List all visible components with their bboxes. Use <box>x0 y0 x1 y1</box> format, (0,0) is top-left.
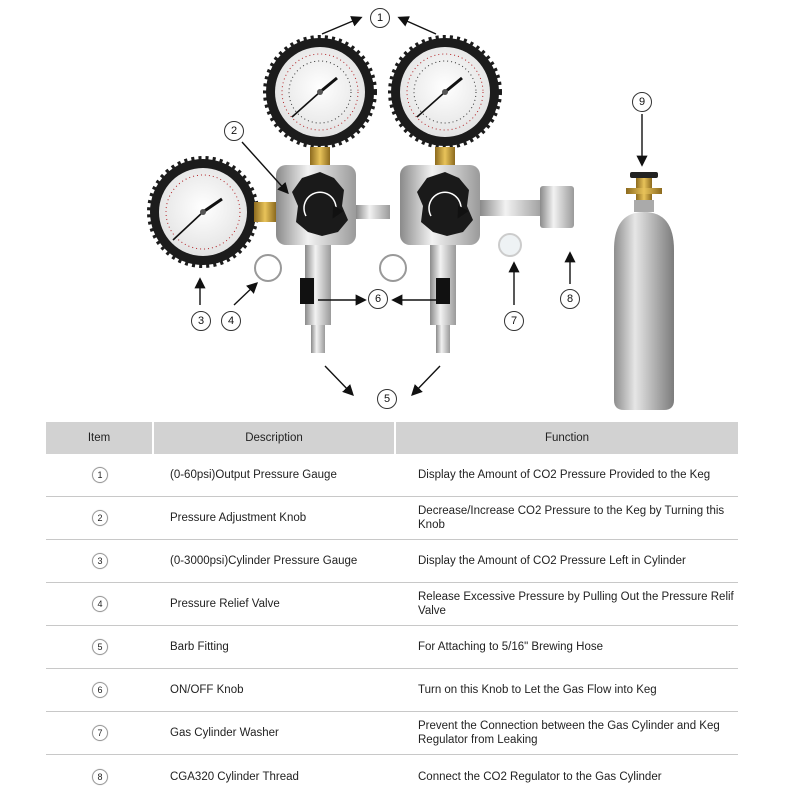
table-row <box>46 712 738 755</box>
table-row <box>46 540 738 583</box>
callout-7: 7 <box>504 311 524 331</box>
header-description: Description <box>154 422 394 454</box>
item-cell <box>46 639 154 655</box>
function-cell: Connect the CO2 Regulator to the Gas Cylinder <box>418 770 662 783</box>
regulator-body-left <box>255 165 390 353</box>
callout-3: 3 <box>191 311 211 331</box>
item-cell <box>46 553 154 569</box>
item-number-badge: 1 <box>92 467 108 483</box>
function-cell: Decrease/Increase CO2 Pressure to the Keg by Turning this Knob <box>418 505 725 531</box>
parts-table <box>46 422 738 798</box>
item-number-badge: 6 <box>92 682 108 698</box>
table-row <box>46 669 738 712</box>
item-number-badge: 5 <box>92 639 108 655</box>
output-gauge-left <box>266 38 374 165</box>
description-cell: Pressure Adjustment Knob <box>170 512 307 524</box>
description-cell: Barb Fitting <box>170 641 229 653</box>
item-cell <box>46 682 154 698</box>
item-cell <box>46 596 154 612</box>
cylinder-pressure-gauge <box>150 159 276 265</box>
function-cell: Display the Amount of CO2 Pressure Provided to the Keg <box>418 469 711 481</box>
table-row <box>46 626 738 669</box>
item-number-badge: 7 <box>92 725 108 741</box>
header-function: Function <box>396 422 738 454</box>
item-number-badge: 2 <box>92 510 108 526</box>
description-cell: CGA320 Cylinder Thread <box>170 770 299 783</box>
function-cell: Turn on this Knob to Let the Gas Flow into Keg <box>418 684 657 696</box>
callout-6: 6 <box>368 289 388 309</box>
function-cell: Display the Amount of CO2 Pressure Left in Cylinder <box>418 555 686 567</box>
item-cell <box>46 510 154 526</box>
table-row <box>46 755 738 798</box>
co2-tank <box>614 172 674 410</box>
table-row <box>46 583 738 626</box>
description-cell: Gas Cylinder Washer <box>170 727 279 739</box>
description-cell: (0-3000psi)Cylinder Pressure Gauge <box>170 555 358 567</box>
callout-4: 4 <box>221 311 241 331</box>
function-cell: Release Excessive Pressure by Pulling Out the Pressure Relif Valve <box>418 591 734 617</box>
item-number-badge: 3 <box>92 553 108 569</box>
item-number-badge: 8 <box>92 769 108 785</box>
function-cell: For Attaching to 5/16" Brewing Hose <box>418 641 603 653</box>
callout-2: 2 <box>224 121 244 141</box>
callout-1: 1 <box>370 8 390 28</box>
description-cell: (0-60psi)Output Pressure Gauge <box>170 469 337 481</box>
description-cell: ON/OFF Knob <box>170 684 244 696</box>
output-gauge-right <box>391 38 499 165</box>
callout-9: 9 <box>632 92 652 112</box>
table-row <box>46 497 738 540</box>
description-cell: Pressure Relief Valve <box>170 598 280 610</box>
callout-8: 8 <box>560 289 580 309</box>
regulator-body-right <box>380 165 574 353</box>
callout-5: 5 <box>377 389 397 409</box>
item-number-badge: 4 <box>92 596 108 612</box>
item-cell <box>46 467 154 483</box>
function-cell: Prevent the Connection between the Gas Cylinder and Keg Regulator from Leaking <box>418 720 720 746</box>
table-body <box>46 454 738 798</box>
item-cell <box>46 725 154 741</box>
table-row <box>46 454 738 497</box>
table-header <box>46 422 738 454</box>
item-cell <box>46 769 154 785</box>
header-item: Item <box>46 422 152 454</box>
